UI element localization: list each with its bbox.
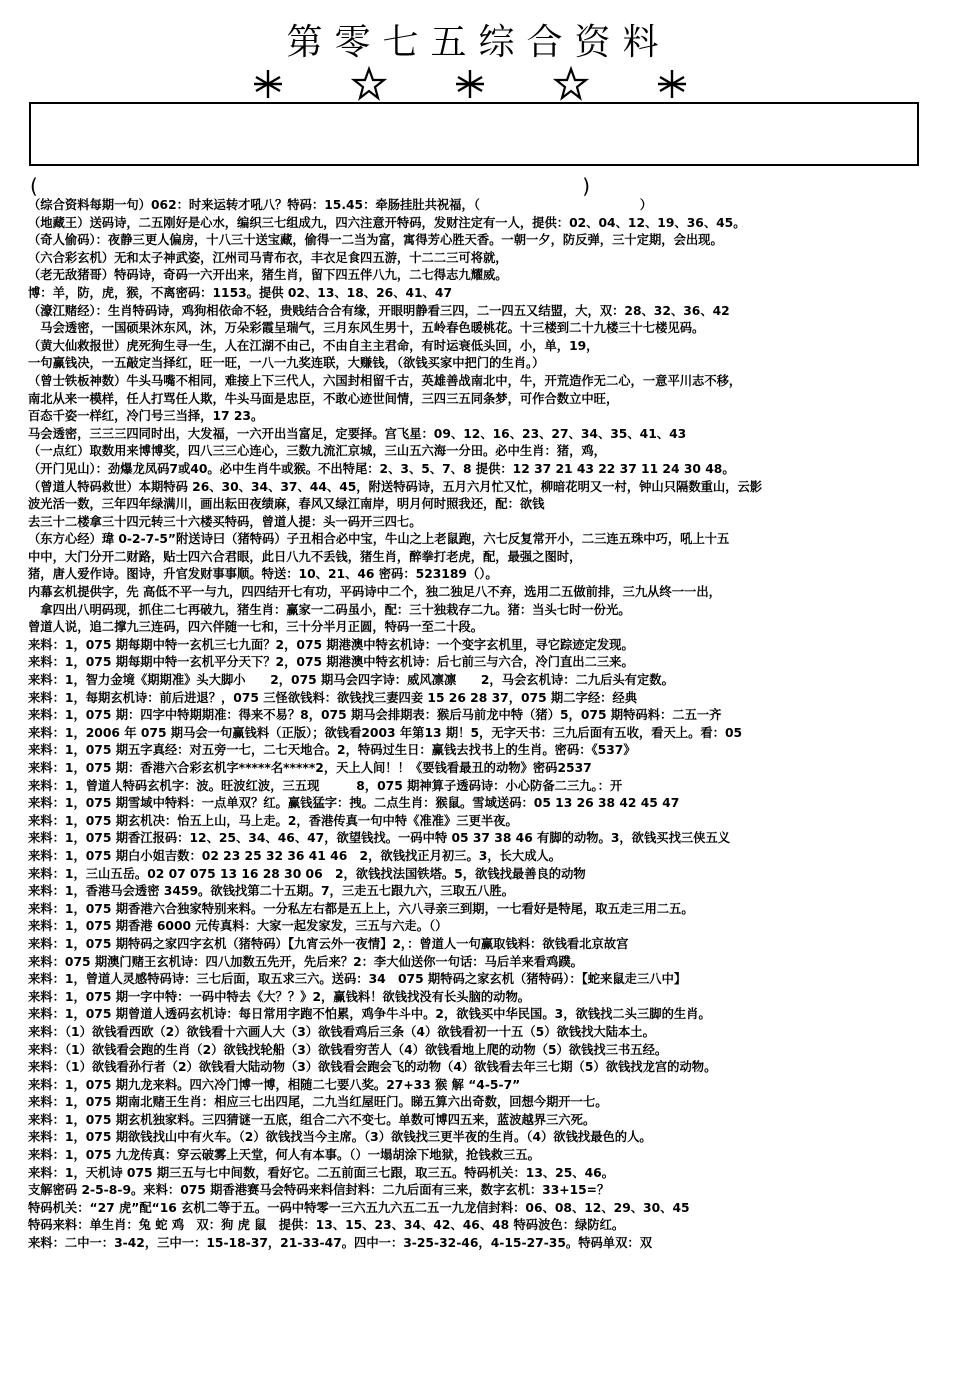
text-line: 特码来料：单生肖：兔 蛇 鸡 双：狗 虎 鼠 提供：13、15、23、34、42、46、48 特码波色：绿防红。 — [28, 1218, 625, 1233]
text-line: 来料：1，曾道人灵感特码诗：三七后面，取五求三六。送码：34 075 期特码之家玄机（猪特码）：【蛇来鼠走三八中】 — [28, 972, 687, 987]
text-line: 来料：1，天机诗 075 期三五与七中间数，看好它。二五前面三七跟，取三五。特码机关：13、25、46。 — [28, 1165, 615, 1180]
text-line: 来料：1，2006 年 075 期马会一句赢钱料（正版）；欲钱看2003 年第13 期！5，无字天书：三九后面有五收，看天上。看：05 — [28, 725, 743, 740]
content-text — [28, 197, 940, 1253]
close-paren: ) — [582, 174, 590, 198]
asterisk-icon — [452, 66, 488, 102]
text-line: 来料：1，075 期特码之家四字玄机（猪特码）【九宵云外一夜情】2，：曾道人一句赢取钱料：欲钱看北京故宫 — [28, 936, 629, 951]
text-line: 来料：1，075 期香港 6000 元传真料：大家一起发家发，三五与六走。（） — [28, 919, 448, 934]
text-line: 拿四出八明码现，抓住二七再破九，猪生肖：赢家一二码虽小，配：三十独栽存二九。猪：当头七时一份光。 — [28, 602, 631, 617]
star-icon — [351, 66, 387, 102]
asterisk-icon — [250, 66, 286, 102]
text-line: 特码机关：“27 虎”配“16 玄机二等于五。一码中特零一三六五九六五二五一九龙信封料：06、08、12、29、30、45 — [28, 1200, 690, 1215]
text-line: 马会透密，三三三四同时出，大发福，一六开出当富足，定要择。宫飞星：09、12、16、23、27、34、35、41、43 — [28, 426, 687, 441]
text-line: 来料：1，075 期曾道人透码玄机诗：每日常用字跑不怕累，鸡争牛斗中。2，欲钱买中华民国。3，欲钱找二头三脚的生肖。 — [28, 1007, 711, 1022]
text-line: 来料：1，075 期南北赌王生肖：相应三七出四尾，二九当红屋旺门。睇五算六出奇数，回想今期开一七。 — [28, 1095, 608, 1110]
text-line: 内幕玄机提供字，先 高低不平一与九，四四结开七有功，平码诗中二个，独二独足八不弃，选用二五做前排，三九从终一一出， — [28, 585, 721, 600]
text-line: （老无敌猪哥）特码诗，奇码一六开出来，猪生肖，留下四五伴八九，二七得志九耀威。 — [28, 268, 508, 283]
text-line: 来料：1，075 期：香港六合彩玄机字*****名*****2，天上人间！！《要钱看最丑的动物》密码2537 — [28, 761, 592, 775]
text-line: 来料：1，三山五岳。02 07 075 13 16 28 30 06 2，欲钱找法国铁塔。5，欲钱找最善良的动物 — [28, 866, 586, 881]
text-line: 一句赢钱决，一五敲定当择红，旺一旺，一八一九奖连联，大赚钱，（欲钱买家中把门的生肖。） — [28, 356, 545, 371]
text-line: 波光活一数，三年四年绿满川，画出耘田夜绩麻，春风又绿江南岸，明月何时照我还，配：欲钱 — [28, 497, 545, 512]
text-line: 来料：1，075 期每期中特一玄机三七九面？2，075 期港澳中特玄机诗：一个变字玄机里，寻它踪迹定发现。 — [28, 637, 634, 652]
text-line: （奇人偷码）：夜静三更人偏房，十八三十送宝藏，偷得一二当为富，寓得芳心胜天香。一朝一夕，防反弹，三十定期，会出现。 — [28, 233, 723, 248]
text-line: 来料：（1）欲钱看孙行者（2）欲钱看大陆动物（3）欲钱看会跑会飞的动物（4）欲钱看去年三七期（5）欲钱找龙宫的动物。 — [28, 1060, 717, 1075]
text-line: 猪，唐人爱作诗。图诗，升官发财事事顺。特送：10、21、46 密码：523189（）。 — [28, 567, 498, 582]
text-line: 来料：1，每期玄机诗：前后进退？，075 三怪欲钱料：欲钱找三妻四妾 15 26 28 37，075 期二字经：经典 — [28, 690, 638, 705]
text-line: 来料：（1）欲钱看会跑的生肖（2）欲钱找轮船（3）欲钱看穷苦人（4）欲钱看地上爬的动物（5）欲钱找三书五经。 — [28, 1042, 668, 1057]
text-line: 来料：1，075 期香江报码：12、25、34、46、47，欲望钱找。一码中特 05 37 38 46 有脚的动物。3，欲钱买找三侠五义 — [28, 831, 731, 846]
bracket-row — [30, 174, 590, 198]
text-line: 去三十二楼拿三十四元转三十六楼买特码，曾道人提：头一码开三四七。 — [28, 514, 422, 529]
text-line: 来料：1，075 期欲钱找山中有火车。（2）欲钱找当今主席。（3）欲钱找三更半夜的生肖。（4）欲钱找最色的人。 — [28, 1130, 652, 1145]
text-line: 博：羊，防，虎，猴，不离密码：1153。提供 02、13、18、26、41、47 — [28, 285, 453, 300]
star-row — [250, 64, 690, 104]
text-line: 来料：075 期澳门赌王玄机诗：四八加数五先开，先后来？2：李大仙送你一句话：马后羊来看鸡蹼。 — [28, 954, 583, 969]
text-line: 来料：1，075 期雪域中特料：一点单双？红。赢钱猛字：拽。二点生肖：猴鼠。雪域送码：05 13 26 38 42 45 47 — [28, 796, 680, 811]
text-line: 来料：1，075 期：四字中特期期准：得来不易？8，075 期马会排期表：猴后马前龙中特（猪）5，075 期特码料：二五一齐 — [28, 708, 722, 723]
text-line: 曾道人说，追二撑九三连码，四六伴随一七和，三十分半月正圆，特码一至二十段。 — [28, 620, 483, 635]
open-paren: ( — [30, 174, 38, 198]
text-line: （六合彩玄机）无和太子神武姿，江州司马青布衣，丰衣足食四五游，十二二三可将就， — [28, 250, 508, 265]
text-line: 来料：1，香港马会透密 3459。欲钱找第二十五期。7，三走五七跟九六，三取五八胜。 — [28, 884, 515, 899]
text-line: （濠江赌经）：生肖特码诗，鸡狗相依命不轻，贵贱结合合有缘，开眼明静看三四，二一四五又结盟，大，双：28、32、36、42 — [28, 303, 730, 318]
text-line: （曾士铁板神数）牛头马嘴不相同，难接上下三代人，六国封相留千古，英雄善战南北中，牛，开荒造作无二心，一意平川志不移， — [28, 373, 742, 388]
star-icon — [553, 66, 589, 102]
text-line: 来料：1，智力金境《期期准》头大脚小 2，075 期马会四字诗：威风凛凛 2，马会玄机诗：二九后头有定数。 — [28, 673, 674, 688]
text-line: （一点红）取数用来博博奖，四八三三心连心，三数九流汇京城，三山五六海一分田。必中生肖：猪，鸡， — [28, 444, 606, 459]
text-line: 中中，大门分开二财路，贴士四六合君眼，此日八九不丢钱，猪生肖，醉拳打老虎，配，最强之图时， — [28, 549, 582, 564]
text-line: （黄大仙救报世）虎死狗生寻一生，人在江湖不由己，不由自主主君命，有时运衰低头回，小，单，19， — [28, 338, 599, 353]
text-line: 支解密码 2-5-8-9。来料：075 期香港赛马会特码来料信封料：二九后面有三来，数字玄机：33+15=？ — [28, 1183, 610, 1198]
text-line: （东方心经）瑋 0-2-7-5”附送诗曰（猪特码）子丑相合必中宝，牛山之上老鼠跑，六七反复常开小，二三连五珠中巧，吼上十五 — [28, 532, 730, 547]
text-line: 来料：二中一：3-42，三中一：15-18-37，21-33-47。四中一：3-25-32-46，4-15-27-35。特码单双：双 — [28, 1236, 652, 1251]
asterisk-icon — [654, 66, 690, 102]
text-line: 来料：（1）欲钱看西欧（2）欲钱看十六画人大（3）欲钱看鸡后三条（4）欲钱看初一十五（5）欲钱找大陆本土。 — [28, 1024, 655, 1039]
text-line: 南北从来一模样，任人打骂任人欺，牛头马面是忠臣，不敢心迹世间情，三四三五同条梦，可作合数立中旺， — [28, 391, 619, 406]
text-line: 来料：1，075 期九龙来料。四六冷门博一博，相随二七要八奖。27+33 猴 解 “4-5-7” — [28, 1077, 521, 1092]
text-line: 来料：1，曾道人特码玄机字：波。旺波红波，三五现 8，075 期神算子透码诗：小心防备二三九。：开 — [28, 778, 623, 793]
text-line: 来料：1，075 九龙传真：穿云破雾上天堂，何人有本事。（）一塌胡涂下地狱，抢钱救三五。 — [28, 1148, 540, 1163]
text-line: （开门见山）：劲爆龙凤码7或40。必中生肖牛或猴。不出特尾：2、3、5、7、8 提供：12 37 21 43 22 37 11 24 30 48。 — [28, 461, 735, 476]
text-line: 来料：1，075 期一字中特：一码中特去《大？？》2，赢钱料！欲钱找没有长头脑的动物。 — [28, 989, 531, 1004]
empty-frame — [29, 102, 919, 166]
text-line: 百态千姿一样红，冷门号三当择，17 23。 — [28, 409, 264, 424]
text-line: （综合资料每期一句）062：时来运转才吼八？特码：15.45：牵肠挂肚共祝福，（ ） — [28, 198, 653, 212]
text-line: 来料：1，075 期每期中特一玄机平分天下？2，075 期港澳中特玄机诗：后七前三与六合，冷门直出二三来。 — [28, 655, 634, 670]
text-line: 来料：1，075 期五字真经：对五旁一七，二七天地合。2，特码过生日：赢钱去找书上的生肖。密码：《537》 — [28, 743, 636, 758]
text-line: 来料：1，075 期白小姐吉数：02 23 25 32 36 41 46 2，欲钱找正月初三。3，长大成人。 — [28, 848, 562, 863]
text-line: 来料：1，075 期香港六合独家特别来料。一分私左右都是五上上，六八寻亲三到期，一七看好是特尾，取五走三用二五。 — [28, 901, 694, 916]
text-line: 来料：1，075 期玄机决：怡五上山，马上走。2，香港传真一句中特《准准》三更半夜。 — [28, 813, 518, 828]
text-line: 来料：1，075 期玄机独家料。三四猜谜一五底，组合二六不变七。单数可博四五来，蓝波越界三六死。 — [28, 1112, 596, 1127]
text-line: （曾道人特码救世）本期特码 26、30、34、37、44、45，附送特码诗，五月六月忙又忙，柳暗花明又一村，钟山只隔数重山，云影 — [28, 479, 763, 494]
page-title: 第零七五综合资料 — [286, 22, 671, 63]
text-line: 马会透密，一国硕果沐东风，沐，万朵彩霞呈瑞气，三月东风生男十，五岭春色暖桃花。十三楼到二十九楼三十七楼见码。 — [28, 321, 705, 336]
text-line: （地藏王）送码诗，二五刚好是心水，编织三七组成九，四六注意开特码，发财注定有一人，提供：02、04、12、19、36、45。 — [28, 215, 746, 230]
